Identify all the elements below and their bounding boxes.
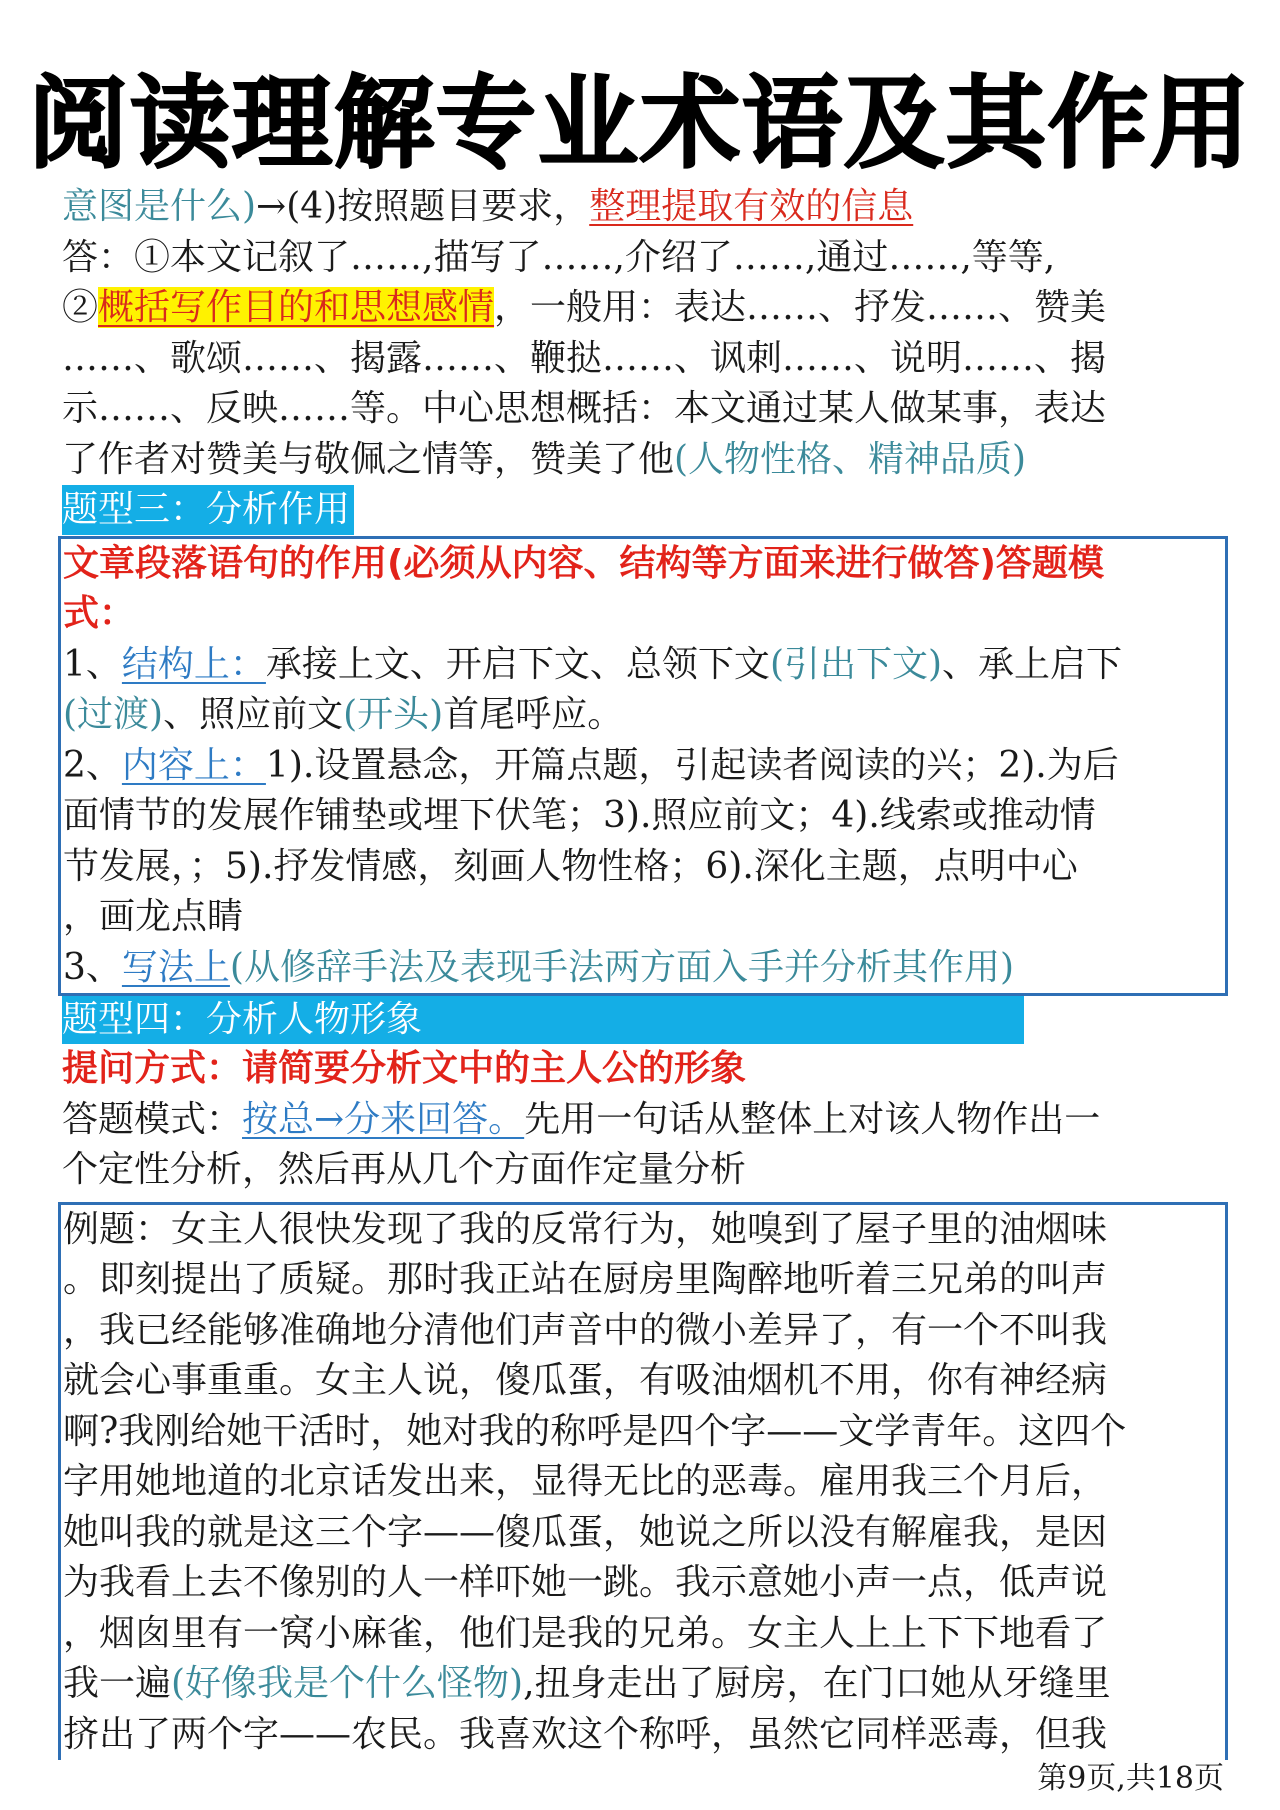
mode-text: 先用一句话从整体上对该人物作出一 xyxy=(524,1098,1101,1140)
item1-num: 1、 xyxy=(63,643,122,685)
intro-line-2: 答：①本文记叙了……,描写了……,介绍了……,通过……,等等, xyxy=(62,236,1056,278)
intro-teal-text: (人物性格、精神品质) xyxy=(674,438,1027,480)
item1-line-2 xyxy=(63,690,1225,741)
example-box xyxy=(58,1202,1228,1761)
item1-text: 、承上启下 xyxy=(942,643,1123,685)
mode-method: 按总→分来回答。 xyxy=(242,1098,525,1140)
item3-teal: (从修辞手法及表现手法两方面入手并分析其作用) xyxy=(229,946,1015,988)
item1-text: 首尾呼应。 xyxy=(443,694,624,735)
intro-line-4: ……、歌颂……、揭露……、鞭挞……、讽刺……、说明……、揭 xyxy=(62,337,1107,379)
item1-teal: (开头) xyxy=(343,694,444,735)
item3-line xyxy=(63,943,1225,994)
section4-question: 提问方式：请简要分析文中的主人公的形象 xyxy=(62,1048,747,1089)
example-teal: (好像我是个什么怪物) xyxy=(171,1663,524,1704)
example-line: 就会心事重重。女主人说，傻瓜蛋，有吸油烟机不用，你有神经病 xyxy=(63,1360,1108,1401)
item2-num: 2、 xyxy=(63,744,122,786)
box-title-line-2: 式： xyxy=(63,593,136,634)
item2-line-3: 节发展，；5).抒发情感，刻画人物性格；6).深化主题，点明中心 xyxy=(63,845,1078,887)
item2-text: 1).设置悬念，开篇点题，引起读者阅读的兴；2).为后 xyxy=(265,744,1119,786)
document-body xyxy=(62,182,1230,1760)
box-title-line-1: 文章段落语句的作用(必须从内容、结构等方面来进行做答)答题模 xyxy=(63,542,1104,584)
example-text: 我一遍 xyxy=(63,1663,172,1704)
item1-teal: (引出下文) xyxy=(769,643,943,685)
intro-num: ② xyxy=(62,287,99,328)
example-line: ，我已经能够准确地分清他们声音中的微小差异了，有一个不叫我 xyxy=(63,1309,1108,1351)
item3-label: 写法上 xyxy=(121,946,230,988)
item2-line-1 xyxy=(63,741,1225,792)
intro-text: ，一般用：表达……、抒发……、赞美 xyxy=(494,287,1107,328)
example-line: 字用她地道的北京话发出来，显得无比的恶毒。雇用我三个月后， xyxy=(63,1461,1108,1502)
intro-line-6 xyxy=(62,435,1230,486)
item1-text: 承接上文、开启下文、总领下文 xyxy=(265,643,770,685)
example-line xyxy=(63,1659,1225,1710)
section4-heading-bar xyxy=(62,996,1024,1044)
example-line: 。即刻提出了质疑。那时我正站在厨房里陶醉地听着三兄弟的叫声 xyxy=(63,1259,1108,1300)
example-line: 例题：女主人很快发现了我的反常行为，她嗅到了屋子里的油烟味 xyxy=(63,1208,1108,1250)
highlight-summary: 概括写作目的和思想感情 xyxy=(98,287,495,328)
item1-teal: (过渡) xyxy=(63,694,164,735)
intro-text: 了作者对赞美与敬佩之情等，赞美了他 xyxy=(62,438,675,480)
intro-line-1 xyxy=(62,182,1230,233)
section3-box xyxy=(58,536,1228,997)
intro-text: →(4)按照题目要求， xyxy=(256,186,590,227)
intro-red-underline: 整理提取有效的信息 xyxy=(589,186,914,227)
example-line: 为我看上去不像别的人一样吓她一跳。我示意她小声一点，低声说 xyxy=(63,1562,1108,1603)
intro-teal-text: 意图是什么) xyxy=(62,186,257,227)
section4-mode-line-1 xyxy=(62,1095,1230,1146)
item2-line-2: 面情节的发展作铺垫或埋下伏笔；3).照应前文；4).线索或推动情 xyxy=(63,795,1096,836)
item3-num: 3、 xyxy=(63,946,122,988)
example-line: 她叫我的就是这三个字——傻瓜蛋，她说之所以没有解雇我，是因 xyxy=(63,1511,1108,1553)
section3-heading: 题型三：分析作用 xyxy=(62,485,354,535)
page-number: 第9页,共18页 xyxy=(1037,1761,1224,1796)
section4-mode-line-2: 个定性分析，然后再从几个方面作定量分析 xyxy=(62,1149,747,1190)
example-line: 挤出了两个字——农民。我喜欢这个称呼，虽然它同样恶毒，但我 xyxy=(63,1713,1108,1755)
item1-label: 结构上： xyxy=(121,643,266,685)
item2-label: 内容上： xyxy=(121,744,266,786)
mode-label: 答题模式： xyxy=(62,1098,243,1140)
example-line: ，烟囱里有一窝小麻雀，他们是我的兄弟。女主人上上下下地看了 xyxy=(63,1612,1108,1654)
intro-line-5: 示……、反映……等。中心思想概括：本文通过某人做某事，表达 xyxy=(62,388,1107,429)
example-text: ,扭身走出了厨房，在门口她从牙缝里 xyxy=(523,1663,1111,1704)
section3-heading-row xyxy=(62,485,1230,536)
page-title: 阅读理解专业术语及其作用 xyxy=(28,65,1252,182)
item2-line-4: ，画龙点睛 xyxy=(63,896,244,937)
item1-text: 、照应前文 xyxy=(163,694,344,735)
section4-heading: 题型四：分析人物形象 xyxy=(62,999,423,1040)
item1-line-1 xyxy=(63,640,1225,691)
intro-line-3 xyxy=(62,283,1230,334)
example-line: 啊?我刚给她干活时，她对我的称呼是四个字——文学青年。这四个 xyxy=(63,1410,1127,1452)
